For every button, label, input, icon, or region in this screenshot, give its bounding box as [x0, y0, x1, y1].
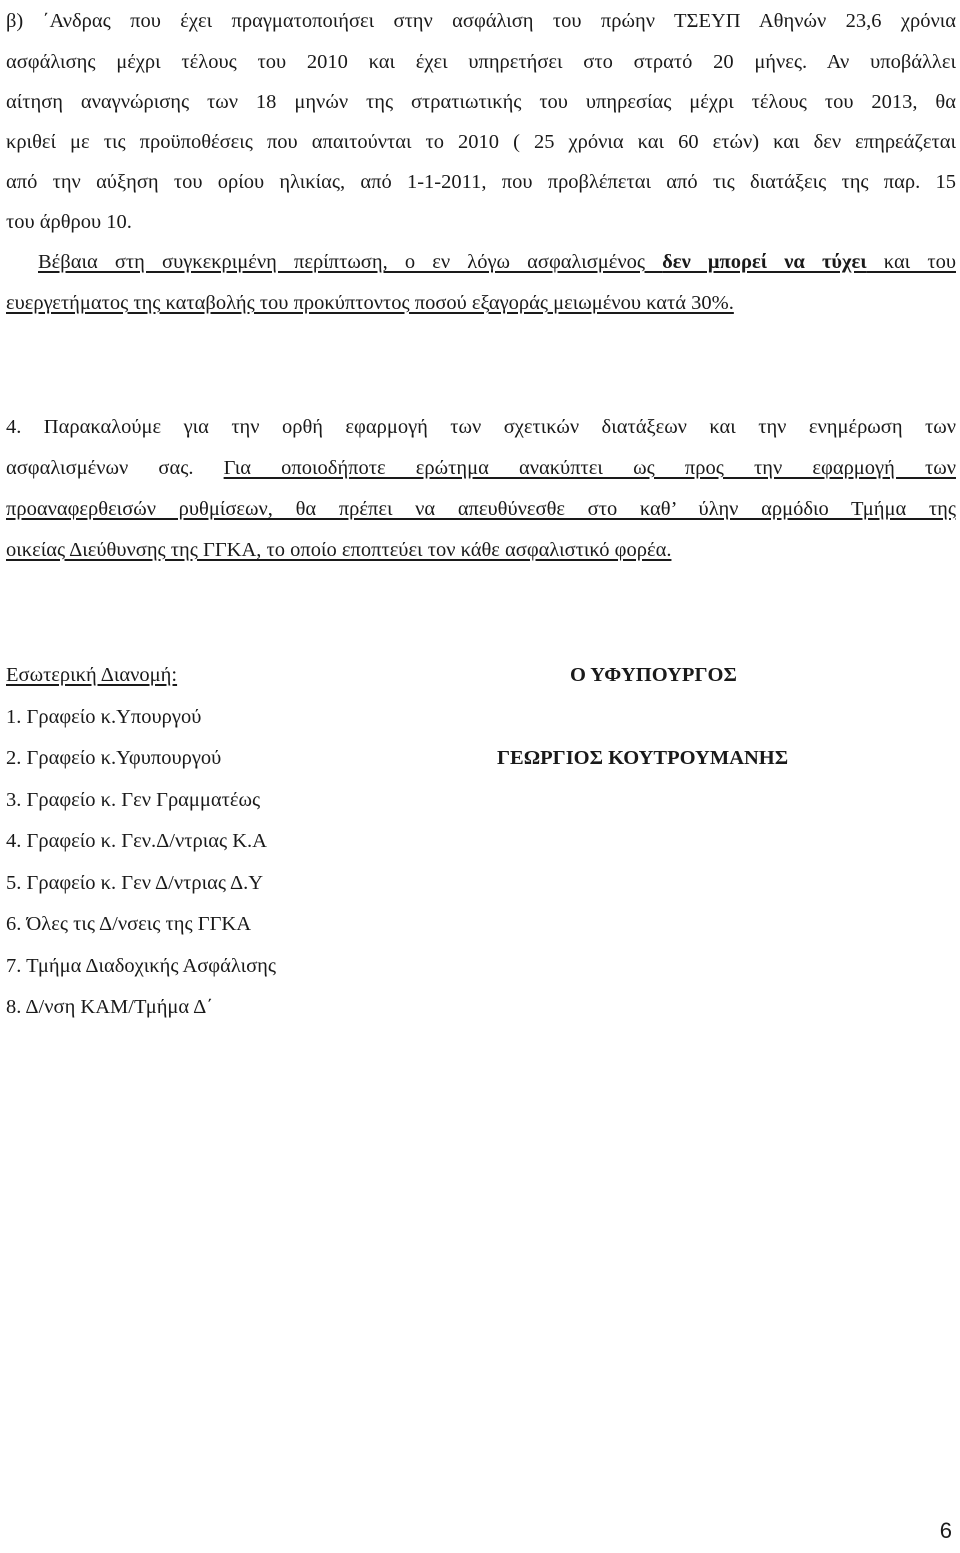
section-4-line: 4. Παρακαλούμε για την ορθή εφαρμογή των σχετικών διατάξεων και την ενημέρωση των [6, 416, 956, 438]
list-item: 1. Γραφείο κ.Υπουργού [6, 706, 202, 728]
note-text: Βέβαια στη συγκεκριμένη περίπτωση, ο εν λόγω ασφαλισμένος [38, 251, 663, 273]
list-item: 6. Όλες τις Δ/νσεις της ΓΓΚΑ [6, 913, 252, 935]
note-text: και του [866, 251, 956, 273]
paragraph-line: β) ΄Ανδρας που έχει πραγματοποιήσει στην ασφάλιση του πρώην ΤΣΕΥΠ Αθηνών 23,6 χρόνια [6, 10, 956, 32]
paragraph-line: ασφάλισης μέχρι τέλους του 2010 και έχει υπηρετήσει στο στρατό 20 μήνες. Αν υποβάλλει [6, 51, 956, 73]
note-line-1 [6, 249, 956, 275]
list-item: 2. Γραφείο κ.Υφυπουργού [6, 747, 222, 769]
note-line-2: ευεργετήματος της καταβολής του προκύπτοντος ποσού εξαγοράς μειωμένου κατά 30%. [6, 292, 734, 314]
signatory-name: ΓΕΩΡΓΙΟΣ ΚΟΥΤΡΟΥΜΑΝΗΣ [497, 747, 789, 769]
paragraph-line: από την αύξηση του ορίου ηλικίας, από 1-1-2011, που προβλέπεται από τις διατάξεις της παρ. 15 [6, 171, 956, 193]
paragraph-line: του άρθρου 10. [6, 211, 132, 233]
distribution-heading: Εσωτερική Διανομή: [6, 664, 178, 686]
list-item: 4. Γραφείο κ. Γεν.Δ/ντριας Κ.Α [6, 830, 267, 852]
note-bold-text: δεν μπορεί να τύχει [662, 251, 867, 273]
paragraph-line: αίτηση αναγνώρισης των 18 μηνών της στρατιωτικής του υπηρεσίας μέχρι τέλους του 2013, θα [6, 91, 956, 113]
section-4-underlined-text: Για οποιοδήποτε ερώτημα ανακύπτει ως προς την εφαρμογή των [223, 457, 956, 479]
section-4-line: οικείας Διεύθυνσης της ΓΓΚΑ, το οποίο εποπτεύει τον κάθε ασφαλιστικό φορέα. [6, 539, 672, 561]
section-4-line: προαναφερθεισών ρυθμίσεων, θα πρέπει να απευθύνεσθε στο καθ’ ύλην αρμόδιο Τμήμα της [6, 498, 956, 520]
list-item: 5. Γραφείο κ. Γεν Δ/ντριας Δ.Υ [6, 872, 264, 894]
signatory-title: Ο ΥΦΥΠΟΥΡΓΟΣ [570, 664, 737, 686]
list-item: 3. Γραφείο κ. Γεν Γραμματέως [6, 789, 261, 811]
page-number: 6 [939, 1518, 952, 1543]
section-4-line [6, 455, 956, 481]
section-4-text: ασφαλισμένων σας. [6, 457, 224, 479]
list-item: 8. Δ/νση ΚΑΜ/Τμήμα Δ΄ [6, 996, 214, 1018]
paragraph-line: κριθεί με τις προϋποθέσεις που απαιτούνται το 2010 ( 25 χρόνια και 60 ετών) και δεν επηρεάζεται [6, 131, 956, 153]
list-item: 7. Τμήμα Διαδοχικής Ασφάλισης [6, 955, 276, 977]
